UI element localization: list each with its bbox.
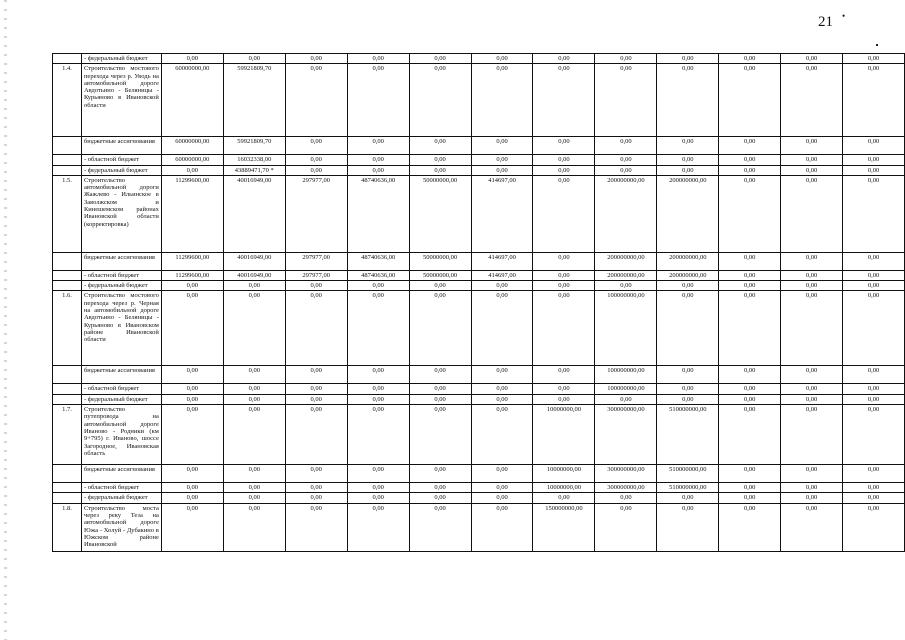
value-cell: 0,00 [843, 281, 905, 291]
value-cell: 0,00 [843, 394, 905, 404]
value-cell: 0,00 [657, 493, 719, 503]
value-cell: 0,00 [161, 503, 223, 551]
value-cell: 297977,00 [285, 175, 347, 252]
page-number: 21 • [818, 11, 846, 30]
value-cell: 0,00 [657, 384, 719, 394]
value-cell: 0,00 [285, 165, 347, 175]
value-cell: 0,00 [285, 483, 347, 493]
value-cell: 0,00 [781, 54, 843, 64]
value-cell: 0,00 [471, 503, 533, 551]
row-description: Строительство моста через реку Теза на автомобильной дороге Южа - Холуй - Дубакино в Южском районе Ивановской [81, 503, 161, 551]
row-label: - областной бюджет [81, 270, 161, 280]
value-cell: 200000000,00 [657, 175, 719, 252]
value-cell: 0,00 [533, 384, 595, 394]
table-row [53, 137, 905, 155]
value-cell: 0,00 [223, 394, 285, 404]
page-mark: • [842, 11, 846, 21]
value-cell: 0,00 [657, 366, 719, 384]
value-cell: 0,00 [285, 64, 347, 137]
row-index: 1.8. [53, 503, 82, 551]
value-cell: 0,00 [719, 64, 781, 137]
table-row [53, 175, 905, 252]
value-cell: 0,00 [781, 503, 843, 551]
value-cell: 0,00 [471, 394, 533, 404]
value-cell: 0,00 [595, 493, 657, 503]
value-cell: 0,00 [471, 291, 533, 366]
row-description: Строительство путепровода на автомобильной дороге Иваново - Родники (км 9+795) г. Иваново, шоссе Загородное, Ивановская область [81, 405, 161, 465]
row-index [53, 270, 82, 280]
table-row [53, 483, 905, 493]
value-cell: 0,00 [533, 493, 595, 503]
value-cell: 0,00 [285, 291, 347, 366]
value-cell: 297977,00 [285, 270, 347, 280]
value-cell: 48740636,00 [347, 270, 409, 280]
value-cell: 60000000,00 [161, 155, 223, 165]
value-cell: 510000000,00 [657, 405, 719, 465]
value-cell: 200000000,00 [657, 270, 719, 280]
value-cell: 0,00 [471, 384, 533, 394]
value-cell: 10000000,00 [533, 405, 595, 465]
value-cell: 200000000,00 [595, 270, 657, 280]
value-cell: 0,00 [347, 291, 409, 366]
value-cell: 0,00 [843, 54, 905, 64]
table-row [53, 270, 905, 280]
row-label: - областной бюджет [81, 155, 161, 165]
value-cell: 43889471,70 * [223, 165, 285, 175]
value-cell: 414697,00 [471, 270, 533, 280]
value-cell: 16032338,00 [223, 155, 285, 165]
value-cell: 0,00 [533, 281, 595, 291]
value-cell: 0,00 [409, 291, 471, 366]
value-cell: 0,00 [409, 465, 471, 483]
value-cell: 0,00 [719, 137, 781, 155]
value-cell: 0,00 [533, 366, 595, 384]
value-cell: 0,00 [781, 366, 843, 384]
value-cell: 0,00 [657, 137, 719, 155]
table-row [53, 54, 905, 64]
row-label: бюджетные ассигнования [81, 252, 161, 270]
value-cell: 0,00 [657, 64, 719, 137]
value-cell: 0,00 [223, 465, 285, 483]
value-cell: 0,00 [223, 483, 285, 493]
value-cell: 0,00 [347, 405, 409, 465]
row-index [53, 366, 82, 384]
value-cell: 0,00 [843, 252, 905, 270]
value-cell: 0,00 [843, 384, 905, 394]
value-cell: 0,00 [781, 483, 843, 493]
value-cell: 510000000,00 [657, 465, 719, 483]
value-cell: 0,00 [843, 165, 905, 175]
value-cell: 0,00 [781, 64, 843, 137]
table-row [53, 155, 905, 165]
value-cell: 0,00 [285, 137, 347, 155]
value-cell: 0,00 [223, 291, 285, 366]
value-cell: 0,00 [161, 54, 223, 64]
value-cell: 0,00 [471, 366, 533, 384]
value-cell: 0,00 [719, 394, 781, 404]
value-cell: 11299600,00 [161, 270, 223, 280]
value-cell: 0,00 [719, 175, 781, 252]
value-cell: 59921809,70 [223, 137, 285, 155]
value-cell: 0,00 [595, 394, 657, 404]
value-cell: 0,00 [223, 281, 285, 291]
value-cell: 0,00 [285, 54, 347, 64]
table-row [53, 165, 905, 175]
value-cell: 0,00 [409, 155, 471, 165]
value-cell: 0,00 [595, 281, 657, 291]
value-cell: 0,00 [719, 493, 781, 503]
row-label: - федеральный бюджет [81, 281, 161, 291]
value-cell: 0,00 [471, 281, 533, 291]
row-label: бюджетные ассигнования [81, 137, 161, 155]
value-cell: 0,00 [347, 54, 409, 64]
value-cell: 0,00 [843, 366, 905, 384]
value-cell: 0,00 [657, 281, 719, 291]
value-cell: 10000000,00 [533, 465, 595, 483]
value-cell: 48740636,00 [347, 175, 409, 252]
value-cell: 0,00 [843, 291, 905, 366]
value-cell: 0,00 [347, 165, 409, 175]
value-cell: 0,00 [347, 483, 409, 493]
row-description: Строительство мостового перехода через р. Черная на автомобильной дороге Авдотьино - Беляницы - Курьяново в Ивановском районе Ивановской области [81, 291, 161, 366]
table-row [53, 64, 905, 137]
value-cell: 60000000,00 [161, 137, 223, 155]
row-label: - федеральный бюджет [81, 493, 161, 503]
value-cell: 0,00 [781, 394, 843, 404]
table-row [53, 465, 905, 483]
value-cell: 0,00 [161, 165, 223, 175]
value-cell: 300000000,00 [595, 465, 657, 483]
value-cell: 100000000,00 [595, 366, 657, 384]
scan-dot [876, 44, 878, 46]
value-cell: 0,00 [595, 54, 657, 64]
row-label: бюджетные ассигнования [81, 465, 161, 483]
value-cell: 414697,00 [471, 175, 533, 252]
row-index [53, 281, 82, 291]
row-label: - областной бюджет [81, 384, 161, 394]
value-cell: 0,00 [533, 155, 595, 165]
value-cell: 0,00 [533, 165, 595, 175]
value-cell: 0,00 [347, 366, 409, 384]
row-label: - федеральный бюджет [81, 165, 161, 175]
value-cell: 0,00 [285, 281, 347, 291]
table-row [53, 281, 905, 291]
table-row [53, 405, 905, 465]
value-cell: 50000000,00 [409, 252, 471, 270]
value-cell: 300000000,00 [595, 483, 657, 493]
row-index [53, 252, 82, 270]
value-cell: 0,00 [285, 384, 347, 394]
row-index: 1.4. [53, 64, 82, 137]
value-cell: 150000000,00 [533, 503, 595, 551]
value-cell: 0,00 [285, 465, 347, 483]
value-cell: 0,00 [843, 483, 905, 493]
value-cell: 0,00 [347, 281, 409, 291]
value-cell: 40016949,00 [223, 270, 285, 280]
value-cell: 0,00 [223, 54, 285, 64]
value-cell: 100000000,00 [595, 291, 657, 366]
value-cell: 297977,00 [285, 252, 347, 270]
value-cell: 0,00 [161, 366, 223, 384]
value-cell: 0,00 [161, 465, 223, 483]
row-index [53, 483, 82, 493]
value-cell: 60000000,00 [161, 64, 223, 137]
row-index [53, 155, 82, 165]
value-cell: 11299600,00 [161, 175, 223, 252]
row-index: 1.7. [53, 405, 82, 465]
value-cell: 0,00 [843, 503, 905, 551]
value-cell: 0,00 [161, 405, 223, 465]
value-cell: 0,00 [223, 405, 285, 465]
value-cell: 0,00 [409, 366, 471, 384]
value-cell: 0,00 [471, 405, 533, 465]
value-cell: 0,00 [533, 394, 595, 404]
value-cell: 414697,00 [471, 252, 533, 270]
value-cell: 0,00 [843, 137, 905, 155]
value-cell: 0,00 [595, 165, 657, 175]
value-cell: 0,00 [161, 291, 223, 366]
value-cell: 0,00 [781, 155, 843, 165]
value-cell: 0,00 [719, 503, 781, 551]
value-cell: 200000000,00 [657, 252, 719, 270]
scan-edge [4, 0, 7, 640]
value-cell: 0,00 [471, 465, 533, 483]
value-cell: 0,00 [781, 465, 843, 483]
value-cell: 0,00 [719, 54, 781, 64]
row-index [53, 54, 82, 64]
row-index [53, 493, 82, 503]
value-cell: 0,00 [471, 54, 533, 64]
value-cell: 0,00 [347, 394, 409, 404]
row-label: - федеральный бюджет [81, 54, 161, 64]
value-cell: 0,00 [719, 291, 781, 366]
value-cell: 48740636,00 [347, 252, 409, 270]
value-cell: 0,00 [719, 384, 781, 394]
value-cell: 0,00 [533, 137, 595, 155]
table-row [53, 384, 905, 394]
value-cell: 0,00 [719, 270, 781, 280]
value-cell: 50000000,00 [409, 175, 471, 252]
row-label: - областной бюджет [81, 483, 161, 493]
table-row [53, 366, 905, 384]
value-cell: 59921809,70 [223, 64, 285, 137]
value-cell: 0,00 [533, 54, 595, 64]
row-description: Строительство автомобильной дороги Жажлево - Ильинское в Заволжском и Кинешемском районах Ивановской области (корректировка) [81, 175, 161, 252]
value-cell: 510000000,00 [657, 483, 719, 493]
value-cell: 0,00 [719, 483, 781, 493]
value-cell: 40016949,00 [223, 175, 285, 252]
budget-table [52, 53, 905, 552]
value-cell: 0,00 [223, 503, 285, 551]
value-cell: 0,00 [409, 64, 471, 137]
value-cell: 0,00 [471, 64, 533, 137]
value-cell: 0,00 [657, 394, 719, 404]
value-cell: 0,00 [719, 155, 781, 165]
row-index [53, 465, 82, 483]
value-cell: 0,00 [595, 155, 657, 165]
value-cell: 0,00 [285, 493, 347, 503]
value-cell: 0,00 [781, 252, 843, 270]
value-cell: 0,00 [781, 291, 843, 366]
value-cell: 0,00 [781, 270, 843, 280]
row-label: - федеральный бюджет [81, 394, 161, 404]
value-cell: 0,00 [285, 503, 347, 551]
value-cell: 50000000,00 [409, 270, 471, 280]
value-cell: 0,00 [657, 503, 719, 551]
value-cell: 0,00 [161, 384, 223, 394]
value-cell: 0,00 [347, 137, 409, 155]
value-cell: 0,00 [471, 165, 533, 175]
value-cell: 0,00 [595, 137, 657, 155]
value-cell: 0,00 [471, 483, 533, 493]
value-cell: 0,00 [719, 366, 781, 384]
value-cell: 0,00 [781, 493, 843, 503]
value-cell: 0,00 [719, 465, 781, 483]
value-cell: 300000000,00 [595, 405, 657, 465]
value-cell: 0,00 [285, 155, 347, 165]
value-cell: 0,00 [657, 291, 719, 366]
value-cell: 0,00 [533, 291, 595, 366]
value-cell: 0,00 [409, 483, 471, 493]
value-cell: 0,00 [161, 493, 223, 503]
value-cell: 0,00 [285, 405, 347, 465]
value-cell: 0,00 [533, 252, 595, 270]
value-cell: 0,00 [719, 405, 781, 465]
value-cell: 0,00 [843, 270, 905, 280]
value-cell: 200000000,00 [595, 252, 657, 270]
budget-table-body [53, 54, 905, 552]
value-cell: 0,00 [657, 155, 719, 165]
table-row [53, 503, 905, 551]
value-cell: 0,00 [347, 503, 409, 551]
value-cell: 0,00 [347, 384, 409, 394]
value-cell: 0,00 [781, 384, 843, 394]
value-cell: 0,00 [409, 54, 471, 64]
value-cell: 0,00 [161, 281, 223, 291]
value-cell: 0,00 [843, 64, 905, 137]
row-index: 1.6. [53, 291, 82, 366]
value-cell: 0,00 [285, 366, 347, 384]
value-cell: 0,00 [347, 465, 409, 483]
value-cell: 0,00 [471, 137, 533, 155]
value-cell: 0,00 [595, 503, 657, 551]
row-label: бюджетные ассигнования [81, 366, 161, 384]
value-cell: 0,00 [657, 54, 719, 64]
value-cell: 0,00 [409, 405, 471, 465]
value-cell: 0,00 [409, 394, 471, 404]
value-cell: 0,00 [161, 394, 223, 404]
value-cell: 0,00 [533, 64, 595, 137]
row-index [53, 137, 82, 155]
value-cell: 0,00 [471, 493, 533, 503]
table-row [53, 252, 905, 270]
value-cell: 0,00 [781, 165, 843, 175]
value-cell: 0,00 [843, 465, 905, 483]
value-cell: 0,00 [843, 405, 905, 465]
value-cell: 0,00 [161, 483, 223, 493]
row-index [53, 394, 82, 404]
value-cell: 0,00 [409, 165, 471, 175]
table-row [53, 493, 905, 503]
value-cell: 0,00 [409, 281, 471, 291]
value-cell: 0,00 [843, 175, 905, 252]
value-cell: 0,00 [285, 394, 347, 404]
row-index [53, 165, 82, 175]
value-cell: 0,00 [843, 155, 905, 165]
row-index: 1.5. [53, 175, 82, 252]
value-cell: 0,00 [347, 155, 409, 165]
value-cell: 0,00 [471, 155, 533, 165]
value-cell: 10000000,00 [533, 483, 595, 493]
value-cell: 0,00 [781, 137, 843, 155]
value-cell: 0,00 [409, 384, 471, 394]
table-row [53, 394, 905, 404]
value-cell: 0,00 [533, 175, 595, 252]
value-cell: 0,00 [781, 405, 843, 465]
value-cell: 0,00 [223, 493, 285, 503]
value-cell: 0,00 [347, 493, 409, 503]
row-description: Строительство мостового перехода через р. Уводь на автомобильной дороге Авдотьино - Беляницы - Курьяново в Ивановской области [81, 64, 161, 137]
value-cell: 0,00 [533, 270, 595, 280]
value-cell: 0,00 [781, 281, 843, 291]
value-cell: 0,00 [409, 503, 471, 551]
value-cell: 11299600,00 [161, 252, 223, 270]
value-cell: 0,00 [719, 281, 781, 291]
value-cell: 0,00 [223, 384, 285, 394]
value-cell: 0,00 [843, 493, 905, 503]
value-cell: 0,00 [719, 252, 781, 270]
value-cell: 0,00 [223, 366, 285, 384]
value-cell: 100000000,00 [595, 384, 657, 394]
value-cell: 40016949,00 [223, 252, 285, 270]
value-cell: 0,00 [595, 64, 657, 137]
table-row [53, 291, 905, 366]
value-cell: 0,00 [409, 493, 471, 503]
value-cell: 0,00 [719, 165, 781, 175]
value-cell: 200000000,00 [595, 175, 657, 252]
value-cell: 0,00 [409, 137, 471, 155]
value-cell: 0,00 [657, 165, 719, 175]
row-index [53, 384, 82, 394]
value-cell: 0,00 [781, 175, 843, 252]
value-cell: 0,00 [347, 64, 409, 137]
